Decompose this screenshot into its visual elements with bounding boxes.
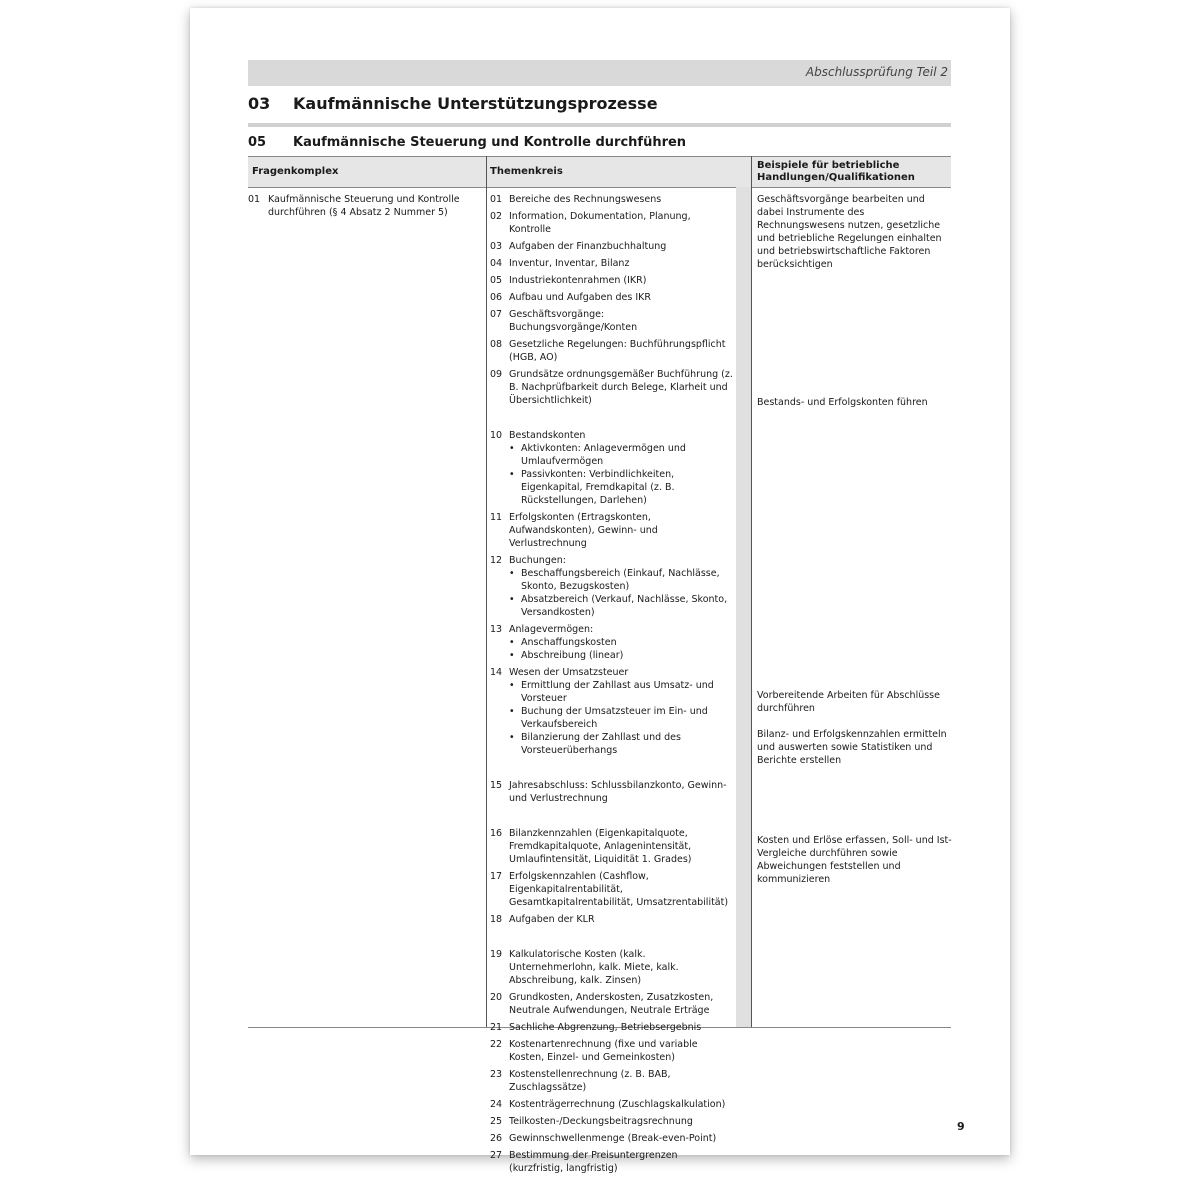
topic-number: 03	[490, 241, 503, 252]
example-text: Kosten und Erlöse erfassen, Soll- und Ist-Vergleiche durchführen sowie Abweichungen feststellen und kommunizieren	[757, 835, 952, 885]
column-header-themenkreis: Themenkreis	[490, 166, 563, 177]
topic-item	[490, 1068, 734, 1094]
topic-text: Kostenartenrechnung (fixe und variable Kosten, Einzel- und Gemeinkosten)	[509, 1039, 698, 1063]
topic-text: Gewinnschwellenmenge (Break-even-Point)	[509, 1133, 717, 1144]
topic-text: Anlagevermögen:	[509, 624, 594, 635]
topic-text: Information, Dokumentation, Planung, Kontrolle	[509, 211, 691, 235]
topic-item	[490, 291, 734, 304]
column-header-beispiele-line2: Handlungen/Qualifikationen	[757, 172, 915, 183]
topic-number: 16	[490, 828, 503, 839]
topic-text: Grundsätze ordnungsgemäßer Buchführung (z. B. Nachprüfbarkeit durch Belege, Klarheit und Übersichtlichkeit)	[509, 369, 733, 406]
topic-item	[490, 1132, 734, 1145]
example-text: Bilanz- und Erfolgskennzahlen ermitteln und auswerten sowie Statistiken und Berichte erstellen	[757, 729, 947, 766]
bullet-item: • Beschaffungsbereich (Einkauf, Nachlässe, Skonto, Bezugskosten)	[509, 568, 720, 592]
bullet-item: • Ermittlung der Zahllast aus Umsatz- und Vorsteuer	[509, 680, 714, 704]
topic-item	[490, 429, 734, 507]
topic-item	[490, 1115, 734, 1128]
topic-item	[490, 1098, 734, 1111]
topic-number: 08	[490, 339, 503, 350]
topic-number: 18	[490, 914, 503, 925]
topic-item	[490, 240, 734, 253]
bullet-item: • Absatzbereich (Verkauf, Nachlässe, Skonto, Versandkosten)	[509, 594, 728, 618]
topic-text: Jahresabschluss: Schlussbilanzkonto, Gewinn- und Verlustrechnung	[509, 780, 727, 804]
topic-number: 15	[490, 780, 503, 791]
topic-item	[490, 991, 734, 1017]
topic-number: 07	[490, 309, 503, 320]
topic-item	[490, 1038, 734, 1064]
column-header-fragenkomplex: Fragenkomplex	[252, 166, 339, 177]
table-header	[248, 156, 951, 188]
example-text: Vorbereitende Arbeiten für Abschlüsse durchführen	[757, 690, 940, 714]
topic-item	[490, 210, 734, 236]
topic-number: 02	[490, 211, 503, 222]
document-page	[190, 8, 1010, 1174]
column-header-beispiele-line1: Beispiele für betriebliche	[757, 160, 900, 171]
topic-text: Kostenstellenrechnung (z. B. BAB, Zuschlagssätze)	[509, 1069, 671, 1093]
topic-item	[490, 511, 734, 550]
topic-item	[490, 193, 734, 206]
topic-text: Bestandskonten	[509, 430, 586, 441]
running-header-title: Abschlussprüfung Teil 2	[805, 65, 948, 79]
topic-number: 06	[490, 292, 503, 303]
topic-text: Kalkulatorische Kosten (kalk. Unternehmerlohn, kalk. Miete, kalk. Abschreibung, kalk. Zinsen)	[509, 949, 679, 986]
bullet-item: • Abschreibung (linear)	[509, 650, 624, 661]
topic-number: 20	[490, 992, 503, 1003]
bullet-icon: •	[509, 650, 515, 661]
topic-item	[490, 948, 734, 987]
topic-number: 21	[490, 1022, 503, 1033]
bullet-icon: •	[509, 732, 515, 743]
topic-text: Inventur, Inventar, Bilanz	[509, 258, 630, 269]
topic-item	[490, 1021, 734, 1034]
topic-item	[490, 1149, 734, 1175]
topic-text: Bilanzkennzahlen (Eigenkapitalquote, Fremdkapitalquote, Anlagenintensität, Umlaufintensität, Liquidität 1. Grades)	[509, 828, 692, 865]
topic-number: 11	[490, 512, 503, 523]
fragenkomplex-number: 01	[248, 194, 261, 205]
topic-text: Buchungen:	[509, 555, 566, 566]
topic-number: 22	[490, 1039, 503, 1050]
topic-number: 25	[490, 1116, 503, 1127]
topic-number: 04	[490, 258, 503, 269]
fragenkomplex-entry	[248, 193, 484, 219]
topic-item	[490, 623, 734, 662]
section-title: Kaufmännische Unterstützungsprozesse	[293, 94, 658, 113]
shaded-column-strip	[736, 187, 751, 1028]
topic-text: Erfolgskennzahlen (Cashflow, Eigenkapitalrentabilität, Gesamtkapitalrentabilität, Umsatzrentabilität)	[509, 871, 729, 908]
topic-item	[490, 554, 734, 619]
topic-number: 26	[490, 1133, 503, 1144]
column-header-beispiele	[757, 160, 915, 184]
bullet-item: • Passivkonten: Verbindlichkeiten, Eigenkapital, Fremdkapital (z. B. Rückstellungen, Darlehen)	[509, 469, 675, 506]
topic-item	[490, 274, 734, 287]
topic-number: 19	[490, 949, 503, 960]
topic-number: 27	[490, 1150, 503, 1161]
topic-text: Wesen der Umsatzsteuer	[509, 667, 629, 678]
bullet-icon: •	[509, 469, 515, 480]
topic-number: 10	[490, 430, 503, 441]
bullet-icon: •	[509, 568, 515, 579]
topic-text: Gesetzliche Regelungen: Buchführungspflicht (HGB, AO)	[509, 339, 726, 363]
topic-item	[490, 913, 734, 926]
running-header-bar	[248, 60, 951, 86]
topic-number: 05	[490, 275, 503, 286]
topic-item	[490, 308, 734, 334]
bullet-icon: •	[509, 637, 515, 648]
topic-number: 17	[490, 871, 503, 882]
topic-number: 24	[490, 1099, 503, 1110]
topic-text: Bereiche des Rechnungswesens	[509, 194, 662, 205]
subsection-number: 05	[248, 135, 267, 150]
topic-text: Erfolgskonten (Ertragskonten, Aufwandskonten), Gewinn- und Verlustrechnung	[509, 512, 658, 549]
topic-item	[490, 827, 734, 866]
topic-item	[490, 368, 734, 407]
bullet-icon: •	[509, 443, 515, 454]
example-text: Bestands- und Erfolgskonten führen	[757, 397, 928, 408]
topic-text: Aufgaben der Finanzbuchhaltung	[509, 241, 667, 252]
bullet-item: • Aktivkonten: Anlagevermögen und Umlaufvermögen	[509, 443, 686, 467]
section-number: 03	[248, 94, 271, 113]
topic-number: 14	[490, 667, 503, 678]
topic-number: 01	[490, 194, 503, 205]
topic-number: 09	[490, 369, 503, 380]
topic-text: Sachliche Abgrenzung, Betriebsergebnis	[509, 1022, 702, 1033]
topic-item	[490, 666, 734, 757]
topic-number: 13	[490, 624, 503, 635]
topic-text: Industriekontenrahmen (IKR)	[509, 275, 647, 286]
bullet-item: • Buchung der Umsatzsteuer im Ein- und Verkaufsbereich	[509, 706, 708, 730]
topic-text: Kostenträgerrechnung (Zuschlagskalkulation)	[509, 1099, 726, 1110]
bullet-icon: •	[509, 706, 515, 717]
topic-text: Grundkosten, Anderskosten, Zusatzkosten, Neutrale Aufwendungen, Neutrale Erträge	[509, 992, 714, 1016]
topic-number: 23	[490, 1069, 503, 1080]
topic-item	[490, 257, 734, 270]
bullet-item: • Anschaffungskosten	[509, 637, 617, 648]
topic-item	[490, 779, 734, 805]
topic-number: 12	[490, 555, 503, 566]
page-number: 9	[957, 1120, 965, 1133]
example-text: Geschäftsvorgänge bearbeiten und dabei Instrumente des Rechnungswesens nutzen, gesetzliche und betriebliche Regelungen einhalten und betriebswirtschaftliche Faktoren berücksichtigen	[757, 194, 942, 270]
fragenkomplex-text: Kaufmännische Steuerung und Kontrolle durchführen (§ 4 Absatz 2 Nummer 5)	[268, 194, 460, 218]
bullet-icon: •	[509, 680, 515, 691]
topic-text: Aufbau und Aufgaben des IKR	[509, 292, 651, 303]
column-divider-right	[751, 156, 752, 1028]
column-divider-left	[486, 156, 487, 1028]
topic-item	[490, 870, 734, 909]
bullet-icon: •	[509, 594, 515, 605]
topic-text: Aufgaben der KLR	[509, 914, 595, 925]
subsection-title: Kaufmännische Steuerung und Kontrolle durchführen	[293, 135, 687, 150]
themenkreis-list	[490, 193, 734, 1179]
bullet-item: • Bilanzierung der Zahllast und des Vorsteuerüberhangs	[509, 732, 681, 756]
topic-text: Geschäftsvorgänge: Buchungsvorgänge/Konten	[509, 309, 638, 333]
topic-text: Teilkosten-/Deckungsbeitragsrechnung	[509, 1116, 693, 1127]
section-rule	[248, 123, 951, 127]
topic-item	[490, 338, 734, 364]
topic-text: Bestimmung der Preisuntergrenzen (kurzfristig, langfristig)	[509, 1150, 678, 1174]
